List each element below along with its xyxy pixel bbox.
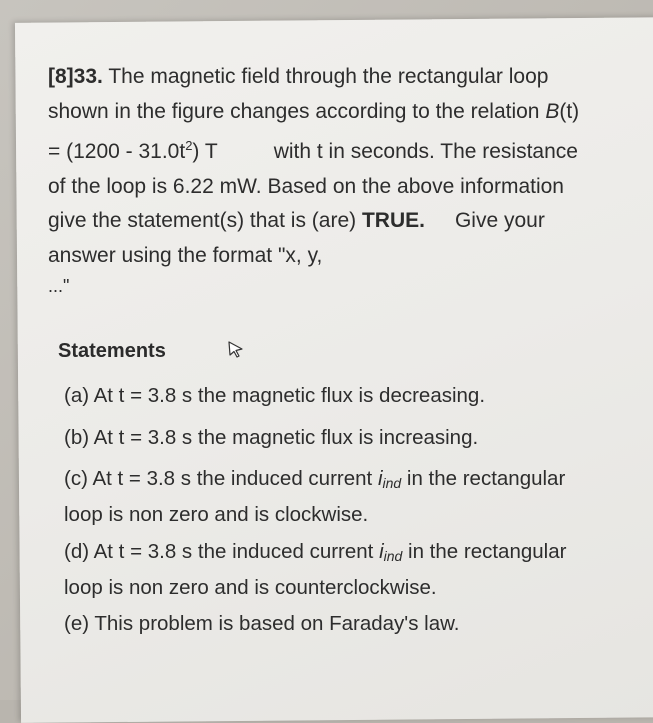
statement-c: (c) At t = 3.8 s the induced current $i_{ind}$ in the rectangular loop is non zero and is clockwise.	[64, 467, 566, 526]
statements-heading: Statements	[58, 340, 166, 362]
question-text	[48, 60, 623, 299]
statement-a: (a) At t = 3.8 s the magnetic flux is decreasing.	[64, 384, 486, 407]
mouse-pointer-icon	[226, 339, 246, 359]
question-line-6: answer using the format "x, y,	[48, 243, 323, 267]
question-line-3: = $(1200 - 31.0t^2)$ T with t in seconds. The resistance	[48, 138, 578, 163]
question-line-1: [8]33. The magnetic field through the rectangular loop	[48, 65, 549, 88]
statement-d: (d) At t = 3.8 s the induced current $i_{ind}$ in the rectangular loop is non zero and is counterclockwise.	[64, 540, 567, 599]
question-number: [8]33.	[48, 65, 103, 88]
statement-e: (e) This problem is based on Faraday's law.	[64, 612, 460, 635]
statement-b: (b) At t = 3.8 s the magnetic flux is increasing.	[64, 426, 479, 449]
question-line-4: of the loop is 6.22 mW. Based on the above information	[48, 174, 564, 198]
question-line-5: give the statement(s) that is (are) TRUE. Give your	[48, 209, 545, 232]
question-line-7: ..."	[48, 276, 70, 296]
question-line-2: shown in the figure changes according to the relation B(t)	[48, 99, 580, 123]
